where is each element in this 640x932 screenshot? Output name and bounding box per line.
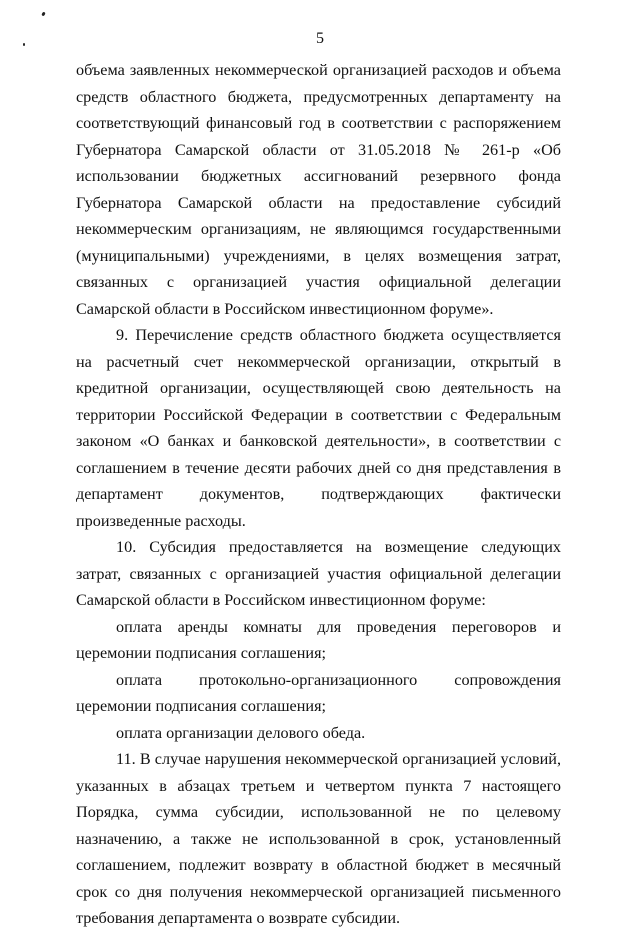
paragraph-expense-1: оплата аренды комнаты для проведения переговоров и церемонии подписания соглашения; bbox=[76, 617, 561, 662]
page-number: 5 bbox=[316, 30, 324, 47]
scan-speck bbox=[41, 12, 46, 17]
paragraph-item-11: 11. В случае нарушения некоммерческой организацией условий, указанных в абзацах третьем и четвертом пункта 7 настоящего Порядка, сумма субсидии, использованной не по целевому назначению, а также не использованной в срок, установленный соглашением, подлежит возврату в областной бюджет в месячный срок со дня получения некоммерческой организацией письменного требования департамента о возврате субсидии. bbox=[76, 750, 561, 927]
paragraph-item-9: 9. Перечисление средств областного бюджета осуществляется на расчетный счет некоммерческой организации, открытый в кредитной организации, осуществляющей свою деятельность на территории Российской Федерации в соответствии с Федеральным законом «О банках и банковской деятельности», в соответствии с соглашением в течение десяти рабочих дней со дня представления в департамент документов, подтверждающих фактически произведенные расходы. bbox=[76, 326, 561, 530]
document-body bbox=[76, 57, 561, 932]
paragraph-continuation: объема заявленных некоммерческой организацией расходов и объема средств областного бюджета, предусмотренных департаменту на соответствующий финансовый год в соответствии с распоряжением Губернатора Самарской области от 31.05.2018 № 261-р «Об использовании бюджетных ассигнований резервного фонда Губернатора Самарской области на предоставление субсидий некоммерческим организациям, не являющимся государственными (муниципальными) учреждениями, в целях возмещения затрат, связанных с организацией участия официальной делегации Самарской области в Российском инвестиционном форуме». bbox=[76, 61, 561, 318]
paragraph-expense-2: оплата протокольно-организационного сопровождения церемонии подписания соглашения; bbox=[76, 670, 561, 715]
paragraph-item-10: 10. Субсидия предоставляется на возмещение следующих затрат, связанных с организацией участия официальной делегации Самарской области в Российском инвестиционном форуме: bbox=[76, 538, 561, 609]
paragraph-expense-3: оплата организации делового обеда. bbox=[116, 723, 366, 742]
